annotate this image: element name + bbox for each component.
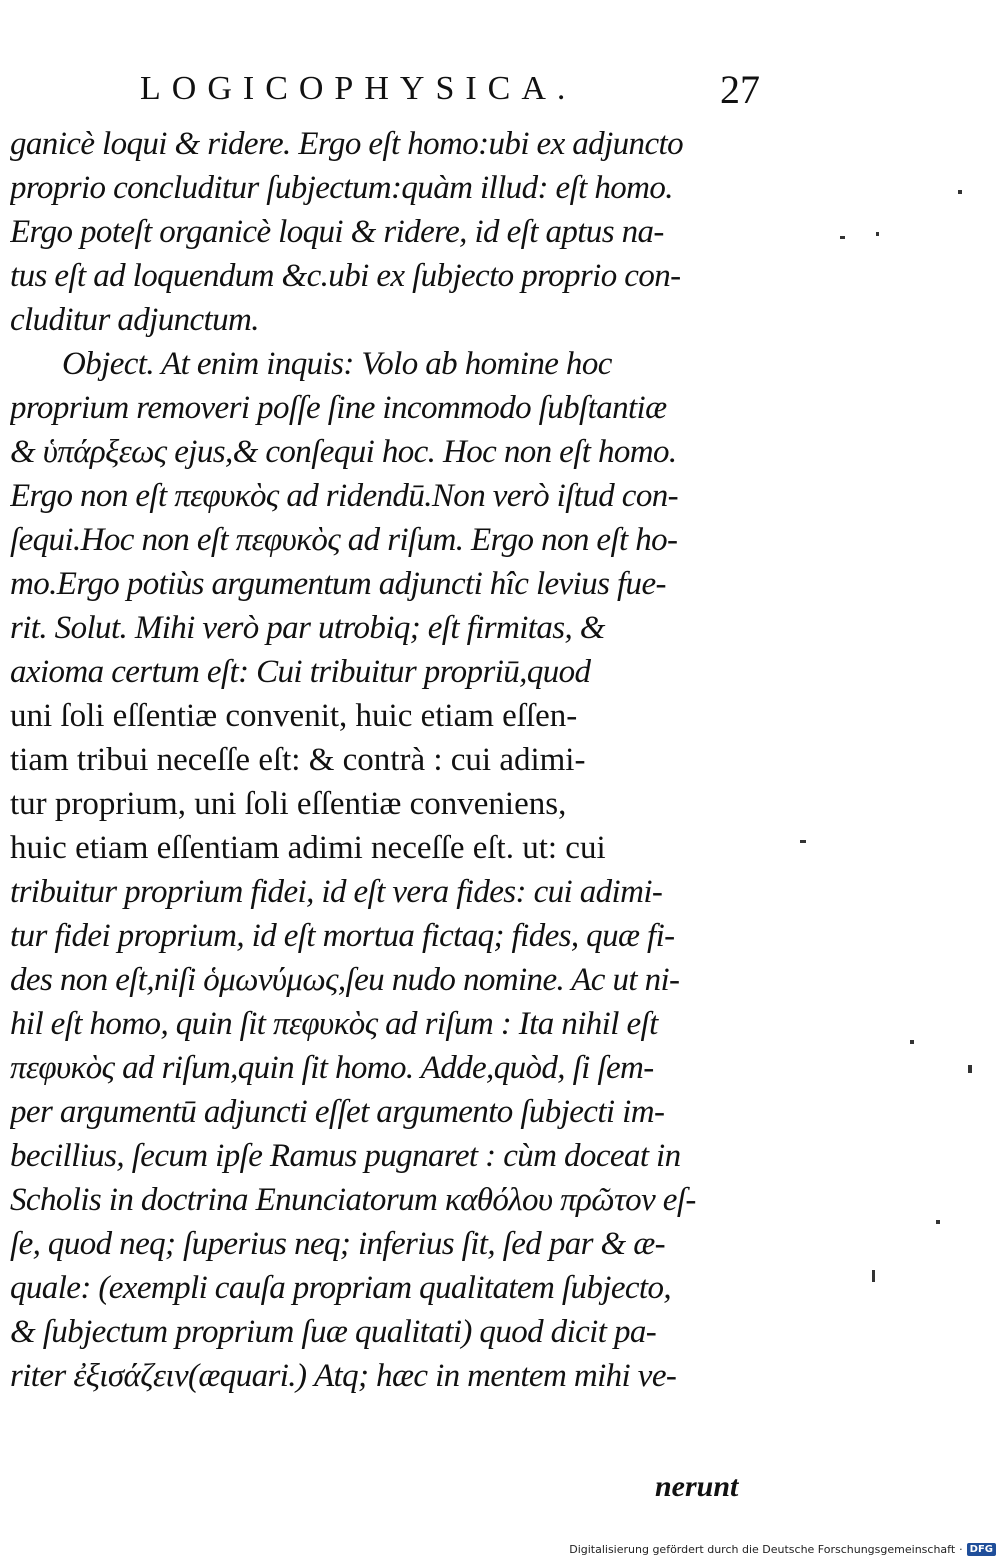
credit-text: Digitalisierung gefördert durch die Deutsche Forschungsgemeinschaft	[569, 1543, 956, 1556]
running-title: LOGICOPHYSICA.	[140, 70, 577, 107]
scan-speck	[800, 840, 806, 843]
text-line: proprio concluditur ſubjectum:quàm illud: eſt homo.	[10, 170, 673, 206]
text-line-axiom: uni ſoli eſſentiæ convenit, huic etiam eſſen-	[10, 698, 578, 734]
scan-speck	[872, 1270, 875, 1282]
text-line: riter ἐξισάζειν(æquari.) Atq; hæc in mentem mihi ve-	[10, 1358, 677, 1394]
text-line-axiom: huic etiam eſſentiam adimi neceſſe eſt. ut: cui	[10, 830, 606, 866]
catchword: nerunt	[655, 1470, 739, 1503]
text-line: & ὑπάρξεως ejus,& conſequi hoc. Hoc non eſt homo.	[10, 434, 677, 470]
dfg-logo-icon: DFG	[967, 1543, 996, 1556]
text-line: mo.Ergo potiùs argumentum adjuncti hîc levius fue-	[10, 566, 666, 602]
text-line: des non eſt,niſi ὁμωνύμως,ſeu nudo nomine. Ac ut ni-	[10, 962, 680, 998]
page-number: 27	[720, 67, 760, 112]
text-line: tur fidei proprium, id eſt mortua fictaq; fides, quæ fi-	[10, 918, 675, 954]
body-text	[10, 122, 770, 1398]
text-line: cluditur adjunctum.	[10, 302, 259, 338]
text-line: tribuitur proprium fidei, id eſt vera fides: cui adimi-	[10, 874, 663, 910]
text-line: ganicè loqui & ridere. Ergo eſt homo:ubi ex adjuncto	[10, 126, 683, 162]
scan-speck	[840, 236, 845, 239]
text-line: ſe, quod neq; ſuperius neq; inferius ſit, ſed par & æ-	[10, 1226, 666, 1262]
scan-speck	[910, 1040, 914, 1044]
text-line: per argumentū adjuncti eſſet argumento ſubjecti im-	[10, 1094, 665, 1130]
text-line: proprium removeri poſſe ſine incommodo ſubſtantiæ	[10, 390, 667, 426]
text-line: becillius, ſecum ipſe Ramus pugnaret : cùm doceat in	[10, 1138, 681, 1174]
text-line-objection: Object. At enim inquis: Volo ab homine hoc	[62, 346, 612, 382]
scan-speck	[876, 232, 879, 236]
text-line: Ergo non eſt πεφυκὸς ad ridendū.Non verò iſtud con-	[10, 478, 679, 514]
digitization-credit: Digitalisierung gefördert durch die Deutsche Forschungsgemeinschaft · DFG	[569, 1543, 996, 1556]
text-line-solution: rit. Solut. Mihi verò par utrobiq; eſt firmitas, &	[10, 610, 605, 646]
text-line: quale: (exempli cauſa propriam qualitatem ſubjecto,	[10, 1270, 672, 1306]
text-line: Ergo poteſt organicè loqui & ridere, id eſt aptus na-	[10, 214, 664, 250]
running-head	[110, 62, 760, 122]
text-line-axiom: tiam tribui neceſſe eſt: & contrà : cui adimi-	[10, 742, 586, 778]
text-line: Scholis in doctrina Enunciatorum καθόλου πρῶτον eſ-	[10, 1182, 696, 1218]
scan-speck	[968, 1065, 972, 1073]
text-line: hil eſt homo, quin ſit πεφυκὸς ad riſum : Ita nihil eſt	[10, 1006, 658, 1042]
text-line: & ſubjectum proprium ſuæ qualitati) quod dicit pa-	[10, 1314, 657, 1350]
text-line-axiom: tur proprium, uni ſoli eſſentiæ conveniens,	[10, 786, 567, 822]
text-line: axioma certum eſt: Cui tribuitur propriū,quod	[10, 654, 591, 690]
text-line: ſequi.Hoc non eſt πεφυκὸς ad riſum. Ergo non eſt ho-	[10, 522, 678, 558]
text-line: tus eſt ad loquendum &c.ubi ex ſubjecto proprio con-	[10, 258, 681, 294]
scan-speck	[958, 190, 962, 194]
text-line: πεφυκὸς ad riſum,quin ſit homo. Adde,quòd, ſi ſem-	[10, 1050, 654, 1086]
scan-speck	[936, 1220, 940, 1224]
